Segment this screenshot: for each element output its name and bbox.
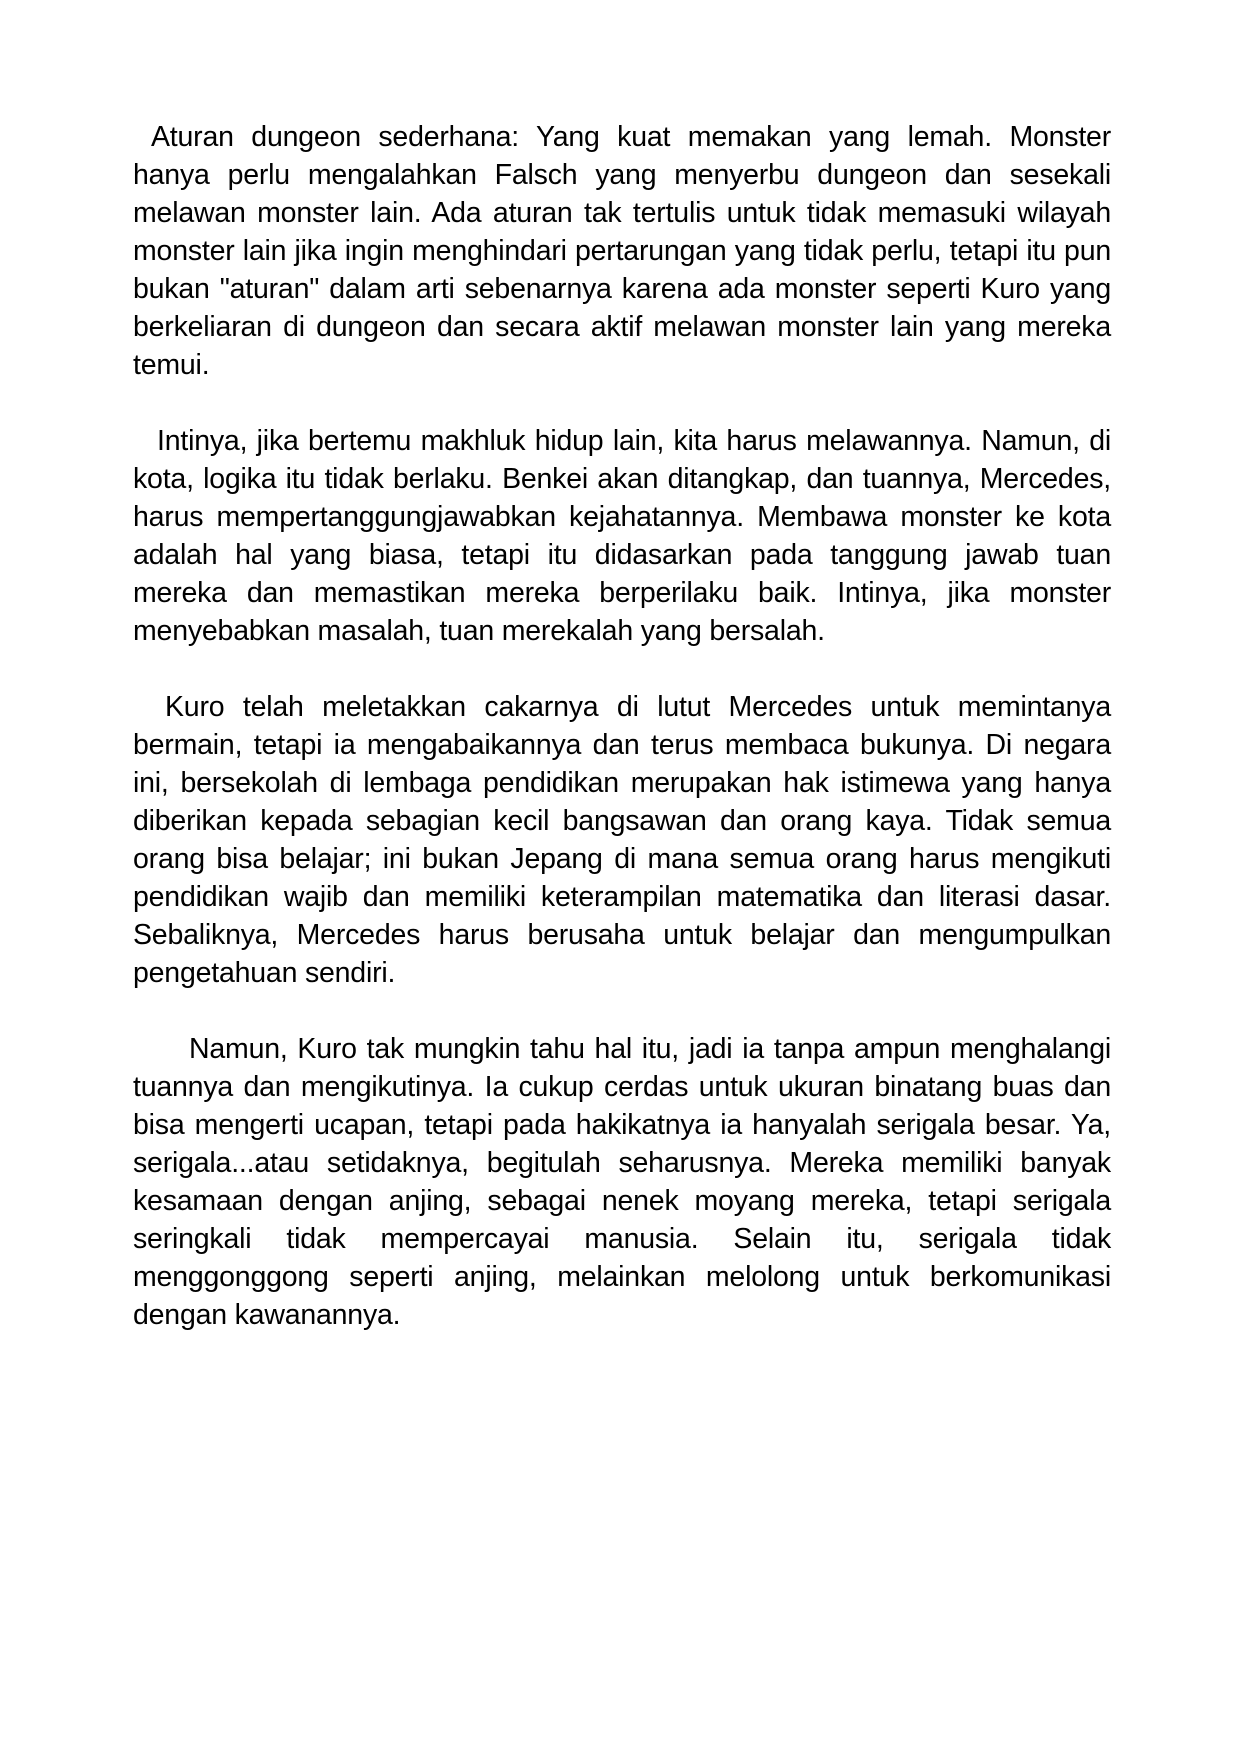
paragraph: Kuro telah meletakkan cakarnya di lutut Mercedes untuk memintanya bermain, tetapi ia mengabaikannya dan terus membaca bukunya. Di negara ini, bersekolah di lembaga pendidikan merupakan hak istimewa yang hanya diberikan kepada sebagian kecil bangsawan dan orang kaya. Tidak semua orang bisa belajar; ini bukan Jepang di mana semua orang harus mengikuti pendidikan wajib dan memiliki keterampilan matematika dan literasi dasar. Sebaliknya, Mercedes harus berusaha untuk belajar dan mengumpulkan pengetahuan sendiri. [133,691,1111,989]
paragraph: Namun, Kuro tak mungkin tahu hal itu, jadi ia tanpa ampun menghalangi tuannya dan mengikutinya. Ia cukup cerdas untuk ukuran binatang buas dan bisa mengerti ucapan, tetapi pada hakikatnya ia hanyalah serigala besar. Ya, serigala...atau setidaknya, begitulah seharusnya. Mereka memiliki banyak kesamaan dengan anjing, sebagai nenek moyang mereka, tetapi serigala seringkali tidak mempercayai manusia. Selain itu, serigala tidak menggonggong seperti anjing, melainkan melolong untuk berkomunikasi dengan kawanannya. [133,1033,1111,1331]
text-column [133,118,1111,1372]
paragraph: Aturan dungeon sederhana: Yang kuat memakan yang lemah. Monster hanya perlu mengalahkan Falsch yang menyerbu dungeon dan sesekali melawan monster lain. Ada aturan tak tertulis untuk tidak memasuki wilayah monster lain jika ingin menghindari pertarungan yang tidak perlu, tetapi itu pun bukan "aturan" dalam arti sebenarnya karena ada monster seperti Kuro yang berkeliaran di dungeon dan secara aktif melawan monster lain yang mereka temui. [133,121,1111,381]
paragraph: Intinya, jika bertemu makhluk hidup lain, kita harus melawannya. Namun, di kota, logika itu tidak berlaku. Benkei akan ditangkap, dan tuannya, Mercedes, harus mempertanggungjawabkan kejahatannya. Membawa monster ke kota adalah hal yang biasa, tetapi itu didasarkan pada tanggung jawab tuan mereka dan memastikan mereka berperilaku baik. Intinya, jika monster menyebabkan masalah, tuan merekalah yang bersalah. [133,425,1111,647]
